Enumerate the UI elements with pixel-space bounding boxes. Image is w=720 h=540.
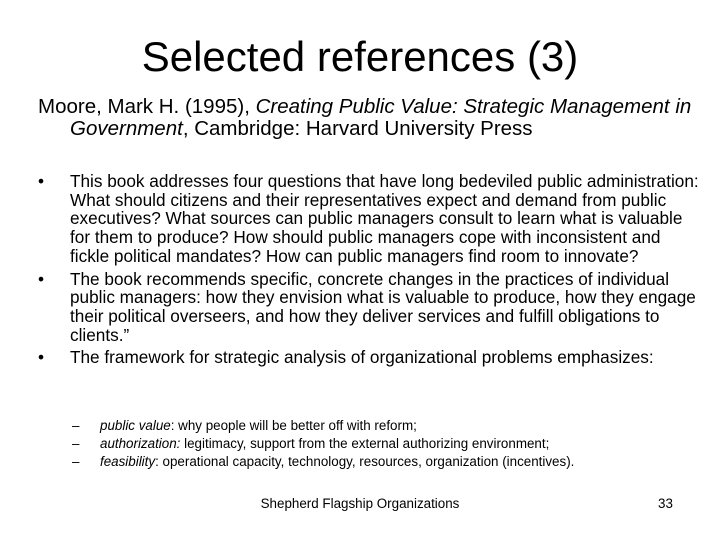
sub-bullet-item [72, 417, 702, 435]
sub-bullet-marker: – [72, 436, 80, 451]
reference-book-title: Creating Public Value: Strategic Management in Government [70, 95, 692, 140]
sub-bullet-text: : why people will be better off with reform; [170, 418, 417, 433]
sub-bullet-term: feasibility [100, 454, 156, 469]
bullet-item [38, 270, 700, 345]
slide-title: Selected references (3) [141, 33, 579, 80]
sub-bullet-marker: – [72, 454, 80, 469]
sub-bullet-term: public value [100, 418, 171, 433]
page-number: 33 [658, 496, 673, 511]
bullet-marker: • [38, 171, 45, 191]
sub-bullet-text: legitimacy, support from the external authorizing environment; [180, 436, 550, 451]
sub-bullet-text: : operational capacity, technology, resources, organization (incentives). [155, 454, 575, 469]
bullet-item [38, 348, 700, 367]
sub-bullet-term: authorization: [100, 436, 181, 451]
sub-bullet-list [72, 417, 702, 471]
bullet-text: The book recommends specific, concrete changes in the practices of individual public managers: how they envision what is valuable to produce, how they engage their political overseers, and how they deliver services and fulfill obligations to clients.” [70, 268, 696, 345]
bullet-list [38, 172, 700, 371]
reference-publisher: , Cambridge: Harvard University Press [182, 117, 533, 140]
slide-footer: Shepherd Flagship Organizations [260, 496, 460, 511]
bullet-marker: • [38, 347, 45, 368]
reference-citation [38, 96, 720, 140]
reference-author-year: Moore, Mark H. (1995), [38, 95, 256, 118]
sub-bullet-item [72, 435, 702, 453]
bullet-marker: • [38, 268, 45, 289]
bullet-text: This book addresses four questions that have long bedeviled public administration: What should citizens and their representatives expect and demand from public executives? What sources can public managers consult to learn what is valuable for them to produce? How should public managers cope with inconsistent and fickle political mandates? How can public managers find room to innovate? [70, 171, 699, 266]
sub-bullet-marker: – [72, 418, 80, 433]
bullet-text: The framework for strategic analysis of organizational problems emphasizes: [70, 347, 654, 368]
sub-bullet-item [72, 453, 702, 471]
bullet-item [38, 172, 700, 266]
